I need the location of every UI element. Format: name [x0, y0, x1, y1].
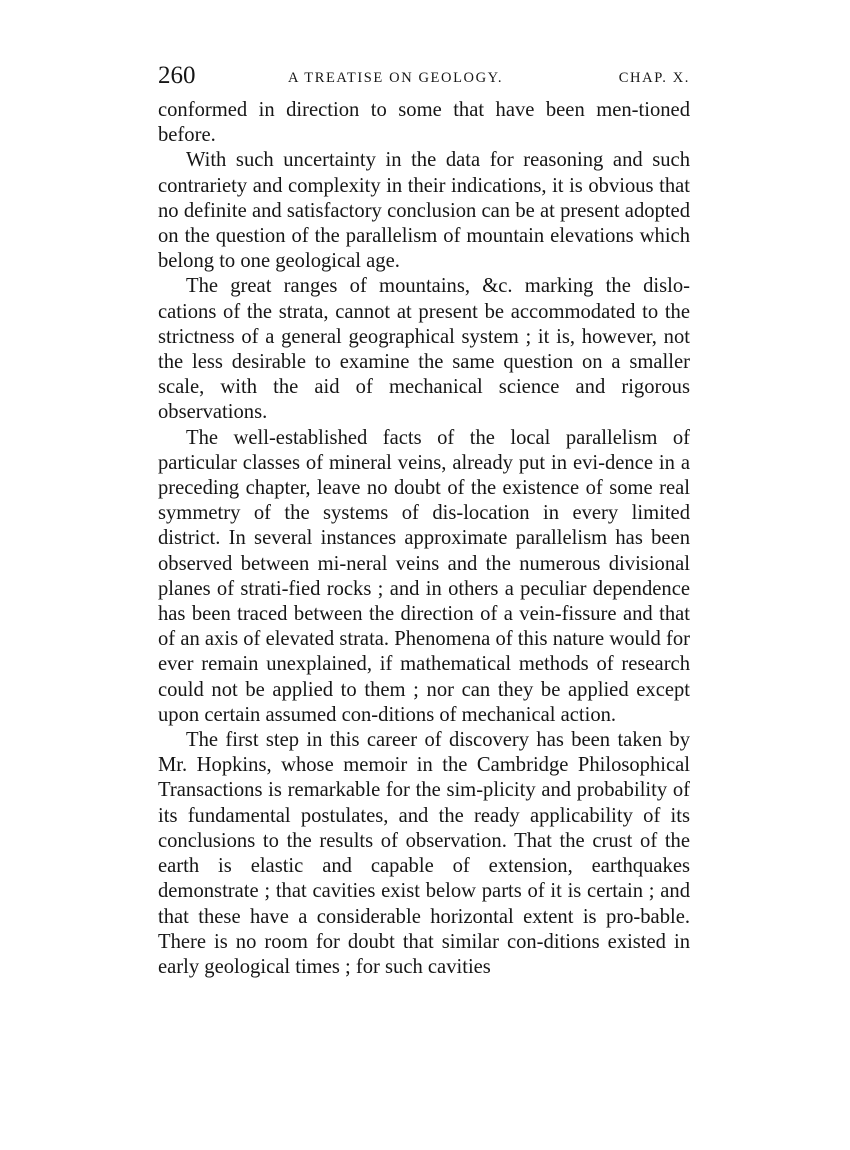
- running-title: A TREATISE ON GEOLOGY.: [288, 70, 504, 86]
- paragraph-continuation: conformed in direction to some that have been men-tioned before.: [158, 99, 690, 147]
- paragraph-mountain-ranges: The great ranges of mountains, &c. marking the dislo-cations of the strata, cannot at present be accommodated to the strictness of a general geographical system ; it is, however, not the less desirable to examine the same question on a smaller scale, with the aid of mechanical science and rigorous observations.: [158, 275, 690, 424]
- paragraph-mineral-veins: The well-established facts of the local parallelism of particular classes of mineral veins, already put in evi-dence in a preceding chapter, leave no doubt of the existence of some real symmetry of the systems of dis-location in every limited district. In several instances approximate parallelism has been observed between mi-neral veins and the numerous divisional planes of strati-fied rocks ; and in others a peculiar dependence has been traced between the direction of a vein-fissure and that of an axis of elevated strata. Phenomena of this nature would for ever remain unexplained, if mathematical methods of research could not be applied to them ; nor can they be applied except upon certain assumed con-ditions of mechanical action.: [158, 426, 690, 726]
- paragraph-hopkins: The first step in this career of discovery has been taken by Mr. Hopkins, whose memoir in the Cambridge Philosophical Transactions is remarkable for the sim-plicity and probability of its fundamental postulates, and the ready applicability of its conclusions to the results of observation. That the crust of the earth is elastic and capable of extension, earthquakes demonstrate ; that cavities exist below parts of it is certain ; and that these have a considerable horizontal extent is pro-bable. There is no room for doubt that similar con-ditions existed in early geological times ; for such cavities: [158, 729, 690, 978]
- chapter-label: CHAP. X.: [618, 70, 690, 86]
- page-number: 260: [158, 62, 196, 89]
- paragraph-uncertainty: With such uncertainty in the data for reasoning and such contrariety and complexity in their indications, it is obvious that no definite and satisfactory conclusion can be at present adopted on the question of the parallelism of mountain elevations which belong to one geological age.: [158, 149, 690, 273]
- book-page: [158, 62, 690, 980]
- running-header: [158, 62, 690, 92]
- body-text: [158, 98, 690, 980]
